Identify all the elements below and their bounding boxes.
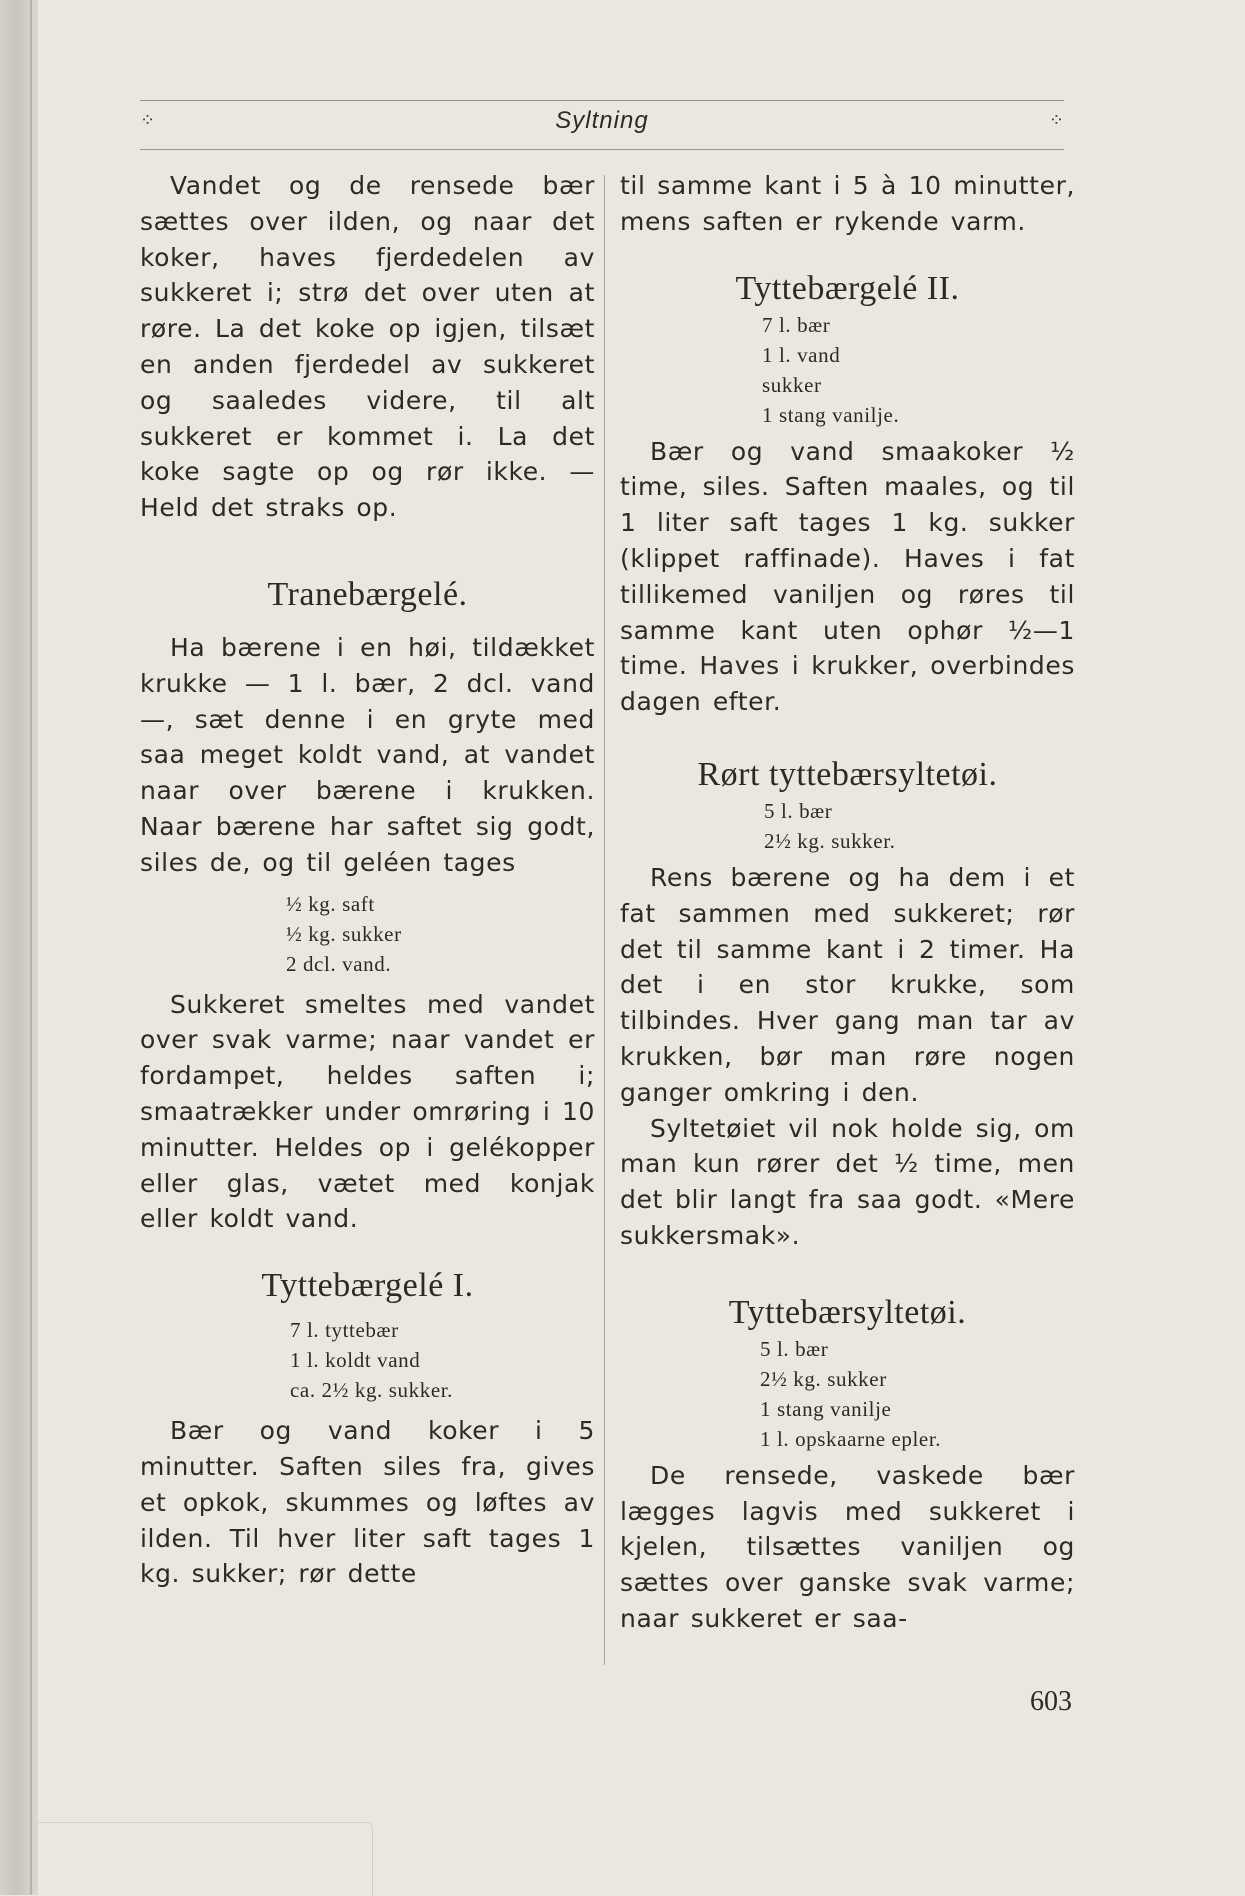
syltetoi-paragraph: De rensede, vaskede bær lægges lagvis med sukkeret i kjelen, tilsættes vaniljen og sættes over ganske svak varme; naar sukkeret er saa- — [620, 1460, 1075, 1633]
left-column — [140, 168, 595, 1592]
tyttebaer1-paragraph: Bær og vand koker i 5 minutter. Saften siles fra, gives et opkok, skummes og løftes av ilden. Til hver liter saft tages 1 kg. sukker; rør dette — [140, 1416, 595, 1589]
tyttebaer1-ingredients — [290, 1315, 595, 1405]
tyttebaer2-paragraph: Bær og vand smaakoker ½ time, siles. Saften maales, og til 1 liter saft tages 1 kg. sukker (klippet raffinade). Haves i fat tillikemed vaniljen og røres til samme kant uten ophør ½—1 time. Haves i krukker, overbindes dagen efter. — [620, 436, 1075, 717]
spine-edge-line — [30, 0, 32, 1895]
tranebaer-ingredients — [286, 889, 595, 979]
tranebaer-paragraph-1: Ha bærene i en høi, tildækket krukke — 1 l. bær, 2 dcl. vand —, sæt denne i en gryte med saa meget koldt vand, at vandet naar over bærene i krukken. Naar bærene har saftet sig godt, siles de, og til geléen tages — [140, 632, 595, 877]
recipe-title-tranebaergele: Tranebærgelé. — [267, 575, 468, 613]
running-header — [140, 100, 1064, 150]
tranebaer-paragraph-2: Sukkeret smeltes med vandet over svak varme; naar vandet er fordampet, heldes saften i; smaatrækker under omrøring i 10 minutter. Heldes op i gelékopper eller glas, vætet med konjak eller koldt vand. — [140, 989, 595, 1234]
ornament-right-icon: ⁘ — [1048, 110, 1064, 130]
ingredient: ca. 2½ kg. sukker. — [290, 1378, 454, 1403]
rort-paragraph-2: Syltetøiet vil nok holde sig, om man kun rører det ½ time, men det blir langt fra saa godt. «Mere sukkersmak». — [620, 1113, 1075, 1250]
ingredient: ½ kg. sukker — [286, 921, 402, 946]
ingredient: 5 l. bær — [764, 798, 833, 823]
recipe-title-rort-tyttebaersyltetoi: Rørt tyttebærsyltetøi. — [697, 755, 998, 793]
rort-paragraph-1: Rens bærene og ha dem i et fat sammen med sukkeret; rør det til samme kant i 2 timer. Ha det i en stor krukke, som tilbindes. Hver gang man tar av krukken, bør man røre nogen ganger omkring i den. — [620, 862, 1075, 1107]
recipe-title-tyttebaergele-1: Tyttebærgelé I. — [261, 1267, 474, 1305]
intro-paragraph: Vandet og de rensede bær sættes over ilden, og naar det koker, haves fjerdedelen av sukkeret i; strø det over uten at røre. La det koke op igjen, tilsæt en anden fjerdedel av sukkeret og saaledes videre, til alt sukkeret er kommet i. La det koke sagte op og rør ikke. — Held det straks op. — [140, 171, 595, 523]
ingredient: 1 stang vanilje — [760, 1396, 892, 1421]
ingredient: 2½ kg. sukker — [760, 1366, 887, 1391]
ingredient: ½ kg. saft — [286, 891, 375, 916]
recipe-title-tyttebaersyltetoi: Tyttebærsyltetøi. — [728, 1293, 967, 1331]
ingredient: 2 dcl. vand. — [286, 951, 392, 976]
column-divider — [604, 175, 605, 1665]
ingredient: 7 l. tyttebær — [290, 1318, 399, 1343]
syltetoi-ingredients — [760, 1334, 1075, 1454]
ingredient: 5 l. bær — [760, 1336, 829, 1361]
ingredient: 1 l. koldt vand — [290, 1348, 421, 1373]
recipe-title-tyttebaergele-2: Tyttebærgelé II. — [735, 269, 960, 307]
page-number: 603 — [1030, 1686, 1072, 1717]
tyttebaer2-ingredients — [762, 310, 1075, 430]
ingredient: 7 l. bær — [762, 312, 831, 337]
continuation-paragraph: til samme kant i 5 à 10 minutter, mens saften er rykende varm. — [620, 171, 1075, 236]
ingredient: 1 l. vand — [762, 342, 841, 367]
ingredient: 1 stang vanilje. — [762, 402, 900, 427]
running-header-title: Syltning — [555, 107, 649, 134]
rort-ingredients — [764, 796, 1075, 856]
right-column — [620, 168, 1075, 1637]
book-spine — [0, 0, 38, 1895]
page-corner-outline — [38, 1822, 373, 1896]
ornament-left-icon: ⁘ — [140, 110, 156, 130]
ingredient: 1 l. opskaarne epler. — [760, 1426, 942, 1451]
ingredient: sukker — [762, 372, 822, 397]
ingredient: 2½ kg. sukker. — [764, 828, 896, 853]
